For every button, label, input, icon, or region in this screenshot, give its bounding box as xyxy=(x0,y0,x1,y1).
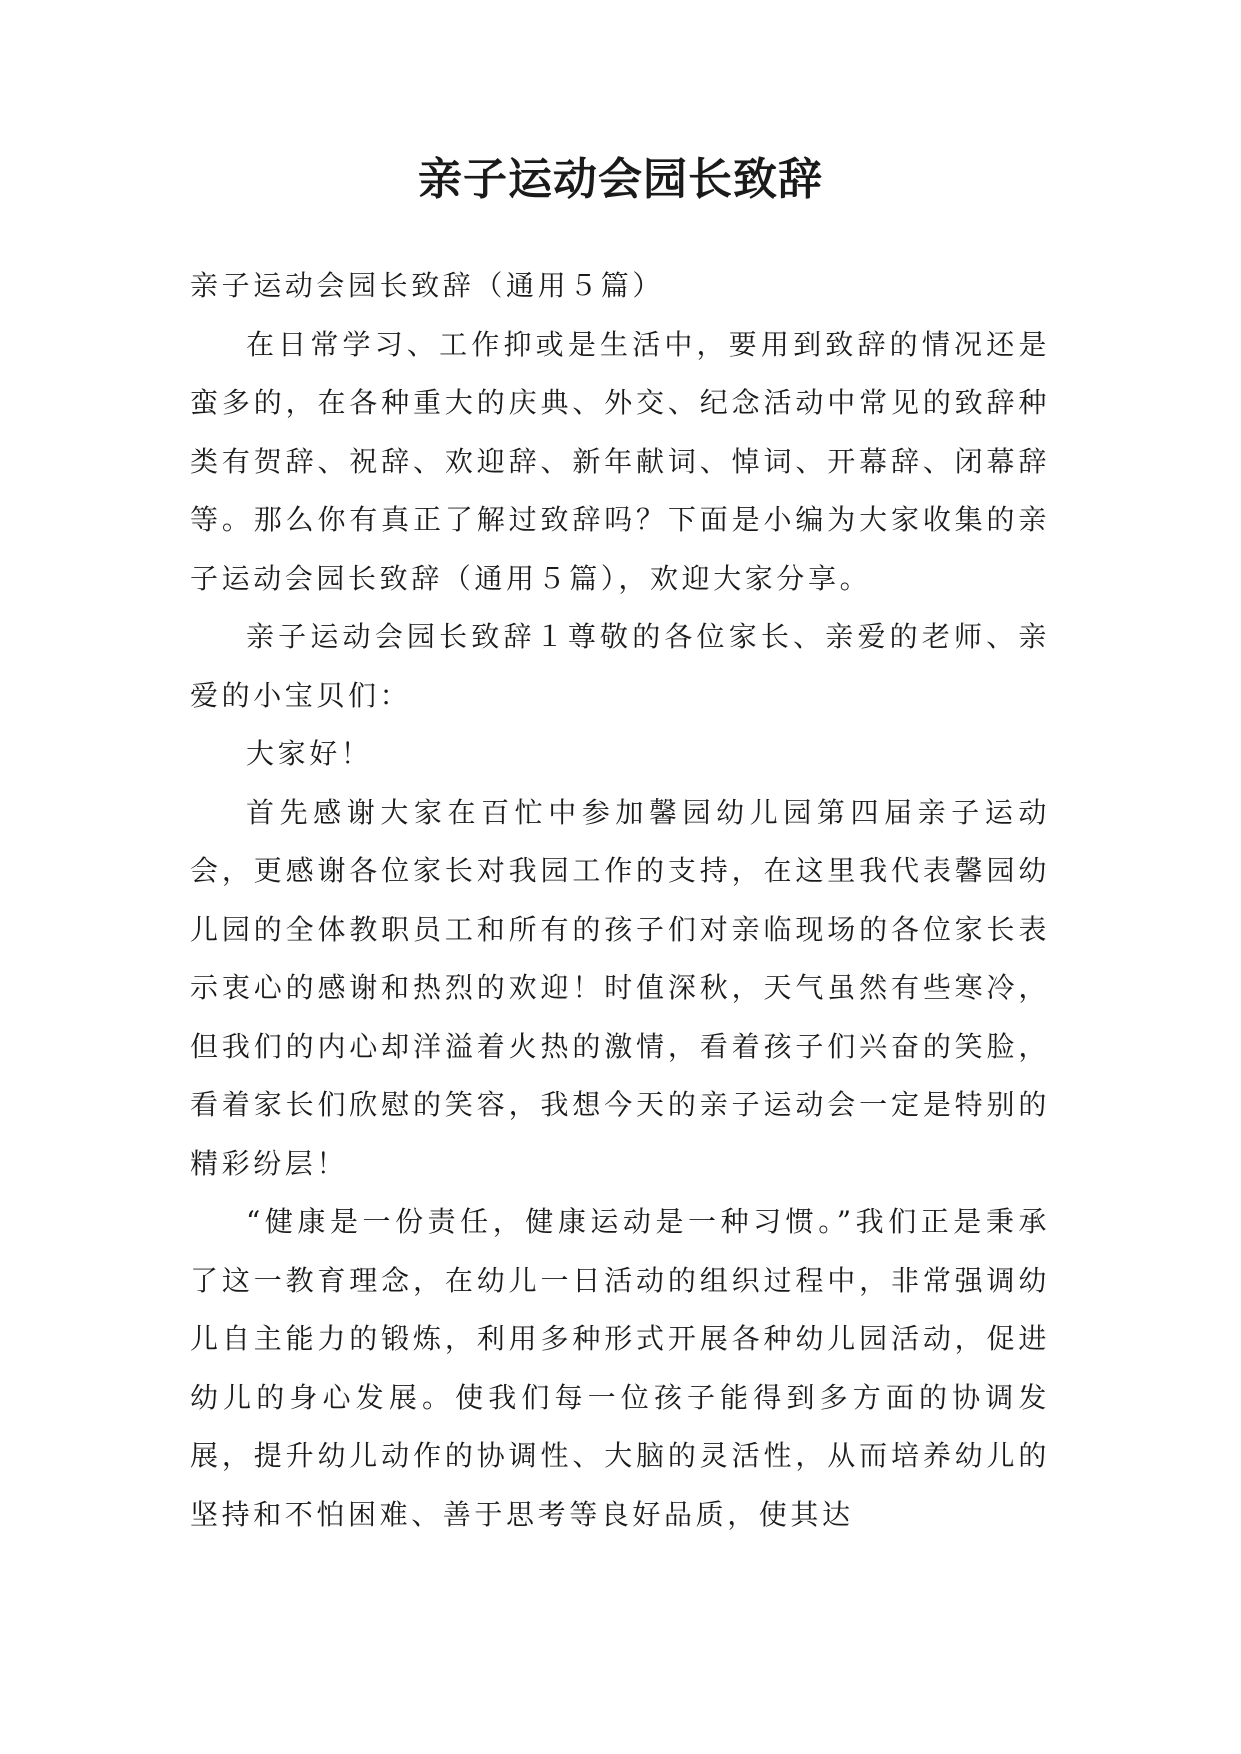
paragraph-salutation: 亲子运动会园长致辞１尊敬的各位家长、亲爱的老师、亲爱的小宝贝们： xyxy=(190,620,1050,712)
paragraph-greeting: 大家好！ xyxy=(246,737,373,770)
document-body xyxy=(190,257,1050,1544)
document-title: 亲子运动会园长致辞 xyxy=(418,154,823,205)
paragraph-thanks: 首先感谢大家在百忙中参加馨园幼儿园第四届亲子运动会，更感谢各位家长对我园工作的支持，在这里我代表馨园幼儿园的全体教职员工和所有的孩子们对亲临现场的各位家长表示衷心的感谢和热烈的欢迎！时值深秋，天气虽然有些寒冷，但我们的内心却洋溢着火热的激情，看着孩子们兴奋的笑脸，看着家长们欣慰的笑容，我想今天的亲子运动会一定是特别的精彩纷层！ xyxy=(190,795,1050,1180)
paragraph-intro: 在日常学习、工作抑或是生活中，要用到致辞的情况还是蛮多的，在各种重大的庆典、外交、纪念活动中常见的致辞种类有贺辞、祝辞、欢迎辞、新年献词、悼词、开幕辞、闭幕辞等。那么你有真正了解过致辞吗？下面是小编为大家收集的亲子运动会园长致辞（通用５篇），欢迎大家分享。 xyxy=(190,327,1050,595)
paragraph-heading: 亲子运动会园长致辞（通用５篇） xyxy=(190,269,665,302)
paragraph-philosophy: “健康是一份责任，健康运动是一种习惯。”我们正是秉承了这一教育理念，在幼儿一日活动的组织过程中，非常强调幼儿自主能力的锻炼，利用多种形式开展各种幼儿园活动，促进幼儿的身心发展。使我们每一位孩子能得到多方面的协调发展，提升幼儿动作的协调性、大脑的灵活性，从而培养幼儿的坚持和不怕困难、善于思考等良好品质，使其达 xyxy=(190,1205,1050,1531)
